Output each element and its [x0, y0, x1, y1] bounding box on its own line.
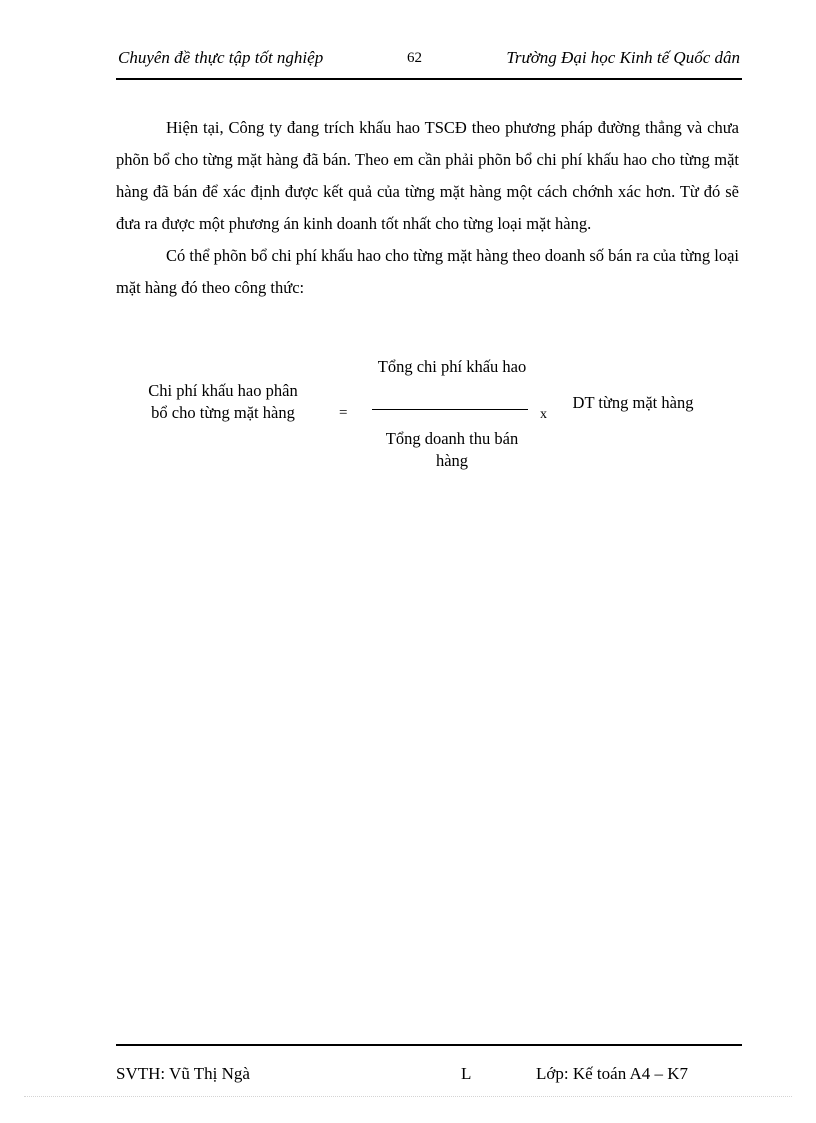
footer-mark: L	[461, 1064, 472, 1083]
page-header	[118, 48, 740, 72]
formula-lhs: Chi phí khấu hao phân bổ cho từng mặt hàng	[148, 381, 298, 422]
page-footer	[116, 1064, 742, 1088]
footer-divider	[116, 1044, 742, 1046]
footer-student-name: SVTH: Vũ Thị Ngà	[116, 1064, 250, 1083]
formula-fraction-bar	[372, 409, 528, 410]
formula-denominator: Tổng doanh thu bán hàng	[385, 429, 519, 470]
header-page-number: 62	[407, 50, 422, 66]
paragraph-allocation-intro: Có thể phõn bổ chi phí khấu hao cho từng mặt hàng theo doanh số bán ra của từng loại mặt hàng đó theo công thức:	[116, 246, 739, 297]
allocation-formula	[116, 352, 739, 482]
header-report-title: Chuyên đề thực tập tốt nghiệp	[118, 48, 324, 67]
body-text	[116, 112, 739, 304]
formula-rhs: DT từng mặt hàng	[572, 393, 694, 412]
page-edge-dots	[24, 1096, 792, 1097]
formula-equals-sign: =	[339, 405, 348, 421]
paragraph-depreciation-method: Hiện tại, Công ty đang trích khấu hao TSCĐ theo phương pháp đường thẳng và chưa phõn bổ cho từng mặt hàng đã bán. Theo em cần phải phõn bổ chi phí khấu hao cho từng mặt hàng đã bán để xác định được kết quả của từng mặt hàng một cách chớnh xác hơn. Từ đó sẽ đưa ra được một phương án kinh doanh tốt nhất cho từng loại mặt hàng.	[116, 118, 739, 233]
header-divider	[116, 78, 742, 80]
header-university: Trường Đại học Kinh tế Quốc dân	[506, 48, 740, 67]
formula-multiply-sign: x	[540, 407, 547, 422]
formula-numerator: Tổng chi phí khấu hao	[377, 357, 527, 376]
footer-class: Lớp: Kế toán A4 – K7	[536, 1064, 689, 1083]
